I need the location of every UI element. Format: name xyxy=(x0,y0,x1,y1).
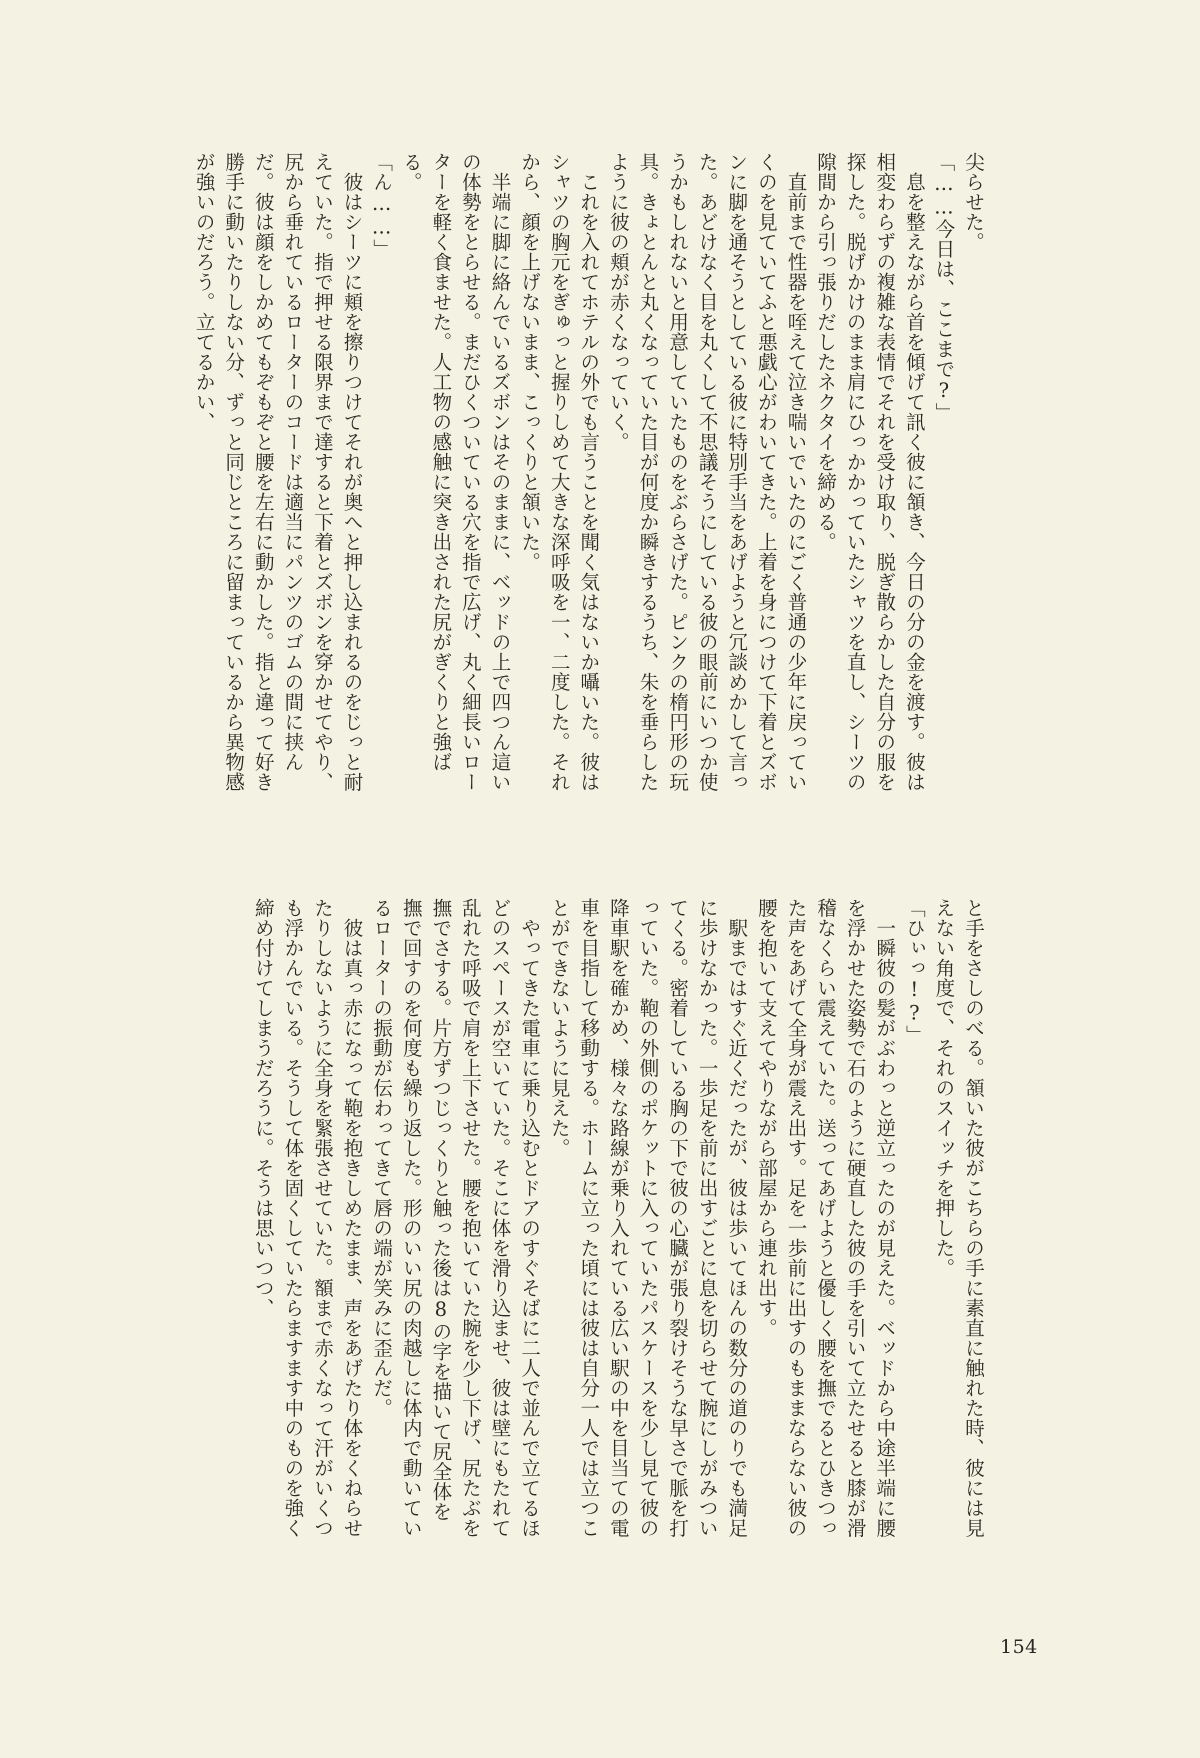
paragraph: 「ひぃっ!?」 xyxy=(902,898,926,1045)
text-block-bottom xyxy=(148,898,988,1538)
paragraph: 彼は真っ赤になって鞄を抱きしめたまま、声をあげたり体をくねらせたりしないように全身を緊張させていた。額まで赤くなって汗がいくつも浮かんでいる。そうして体を固くしていたらますます中のものを強く締め付けてしまうだろうに。そうは思いつつ、 xyxy=(251,898,364,1538)
paragraph: 半端に脚に絡んでいるズボンはそのままに、ベッドの上で四つん這いの体勢をとらせる。まだひくついている穴を指で広げ、丸く細長いローターを軽く食ませた。人工物の感触に突き出された尻がぎくりと強ばる。 xyxy=(399,152,512,792)
page-number: 154 xyxy=(1000,1636,1038,1658)
paragraph: と手をさしのべる。頷いた彼がこちらの手に素直に触れた時、彼には見えない角度で、それのスイッチを押した。 xyxy=(932,898,985,1538)
paragraph: 駅まではすぐ近くだったが、彼は歩いてほんの数分の道のりでも満足に歩けなかった。一歩足を前に出すごとに息を切らせて腕にしがみついてくる。密着している胸の下で彼の心臓が張り裂けそうな早さで脈を打っていた。鞄の外側のポケットに入っていたパスケースを少し見て彼の降車駅を確かめ、様々な路線が乗り入れている広い駅の中を目当ての電車を目指して移動する。ホームに立った頃には彼は自分一人では立つことができないように見えた。 xyxy=(547,898,749,1538)
paragraph: 一瞬彼の髪がぶわっと逆立ったのが見えた。ベッドから中途半端に腰を浮かせた姿勢で石のように硬直した彼の手を引いて立たせると膝が滑稽なくらい震えていた。送ってあげようと優しく腰を撫でるとひきつった声をあげて全身が震え出す。足を一歩前に出すのもままならない彼の腰を抱いて支えてやりながら部屋から連れ出す。 xyxy=(754,898,897,1538)
paragraph: やってきた電車に乗り込むとドアのすぐそばに二人で並んで立てるほどのスペースが空いていた。そこに体を滑り込ませ、彼は壁にもたれて乱れた呼吸で肩を上下させた。腰を抱いていた腕を少し下げ、尻たぶを撫でさする。片方ずつじっくりと触った後は8の字を描いて尻全体を撫で回すのを何度も繰り返した。形のいい尻の肉越しに体内で動いているローターの振動が伝わってきて唇の端が笑みに歪んだ。 xyxy=(370,898,542,1538)
text-block-top xyxy=(148,152,988,792)
paragraph: 息を整えながら首を傾げて訊く彼に頷き、今日の分の金を渡す。彼は相変わらずの複雑な表情でそれを受け取り、脱ぎ散らかした自分の服を探した。脱げかけのまま肩にひっかかっていたシャツを直し、シーツの隙間から引っ張りだしたネクタイを締める。 xyxy=(814,152,926,792)
paragraph: 「ん……」 xyxy=(370,152,394,259)
paragraph: 彼はシーツに頬を擦りつけてそれが奥へと押し込まれるのをじっと耐えていた。指で押せる限界まで達すると下着とズボンを穿かせてやり、尻から垂れているローターのコードは適当にパンツのゴムの間に挟んだ。彼は顔をしかめてもぞもぞと腰を左右に動かした。指と違って好き勝手に動いたりしない分、ずっと同じところに留まっているから異物感が強いのだろう。立てるかい、 xyxy=(192,152,364,792)
paragraph: 「……今日は、ここまで?」 xyxy=(932,152,956,423)
paragraph: 直前まで性器を咥えて泣き喘いでいたのにごく普通の少年に戻っていくのを見ていてふと悪戯心がわいてきた。上着を身につけて下着とズボンに脚を通そうとしている彼に特別手当をあげようと冗談めかして言った。あどけなく目を丸くして不思議そうにしている彼の眼前にいつか使うかもしれないと用意していたものをぶらさげた。ピンクの楕円形の玩具。きょとんと丸くなっていた目が何度か瞬きするうち、朱を垂らしたように彼の頬が赤くなっていく。 xyxy=(606,152,808,792)
paragraph: 尖らせた。 xyxy=(962,152,985,252)
paragraph: これを入れてホテルの外でも言うことを聞く気はないか囁いた。彼はシャツの胸元をぎゅっと握りしめて大きな深呼吸を一、二度した。それから、顔を上げないまま、こっくりと頷いた。 xyxy=(518,152,601,792)
